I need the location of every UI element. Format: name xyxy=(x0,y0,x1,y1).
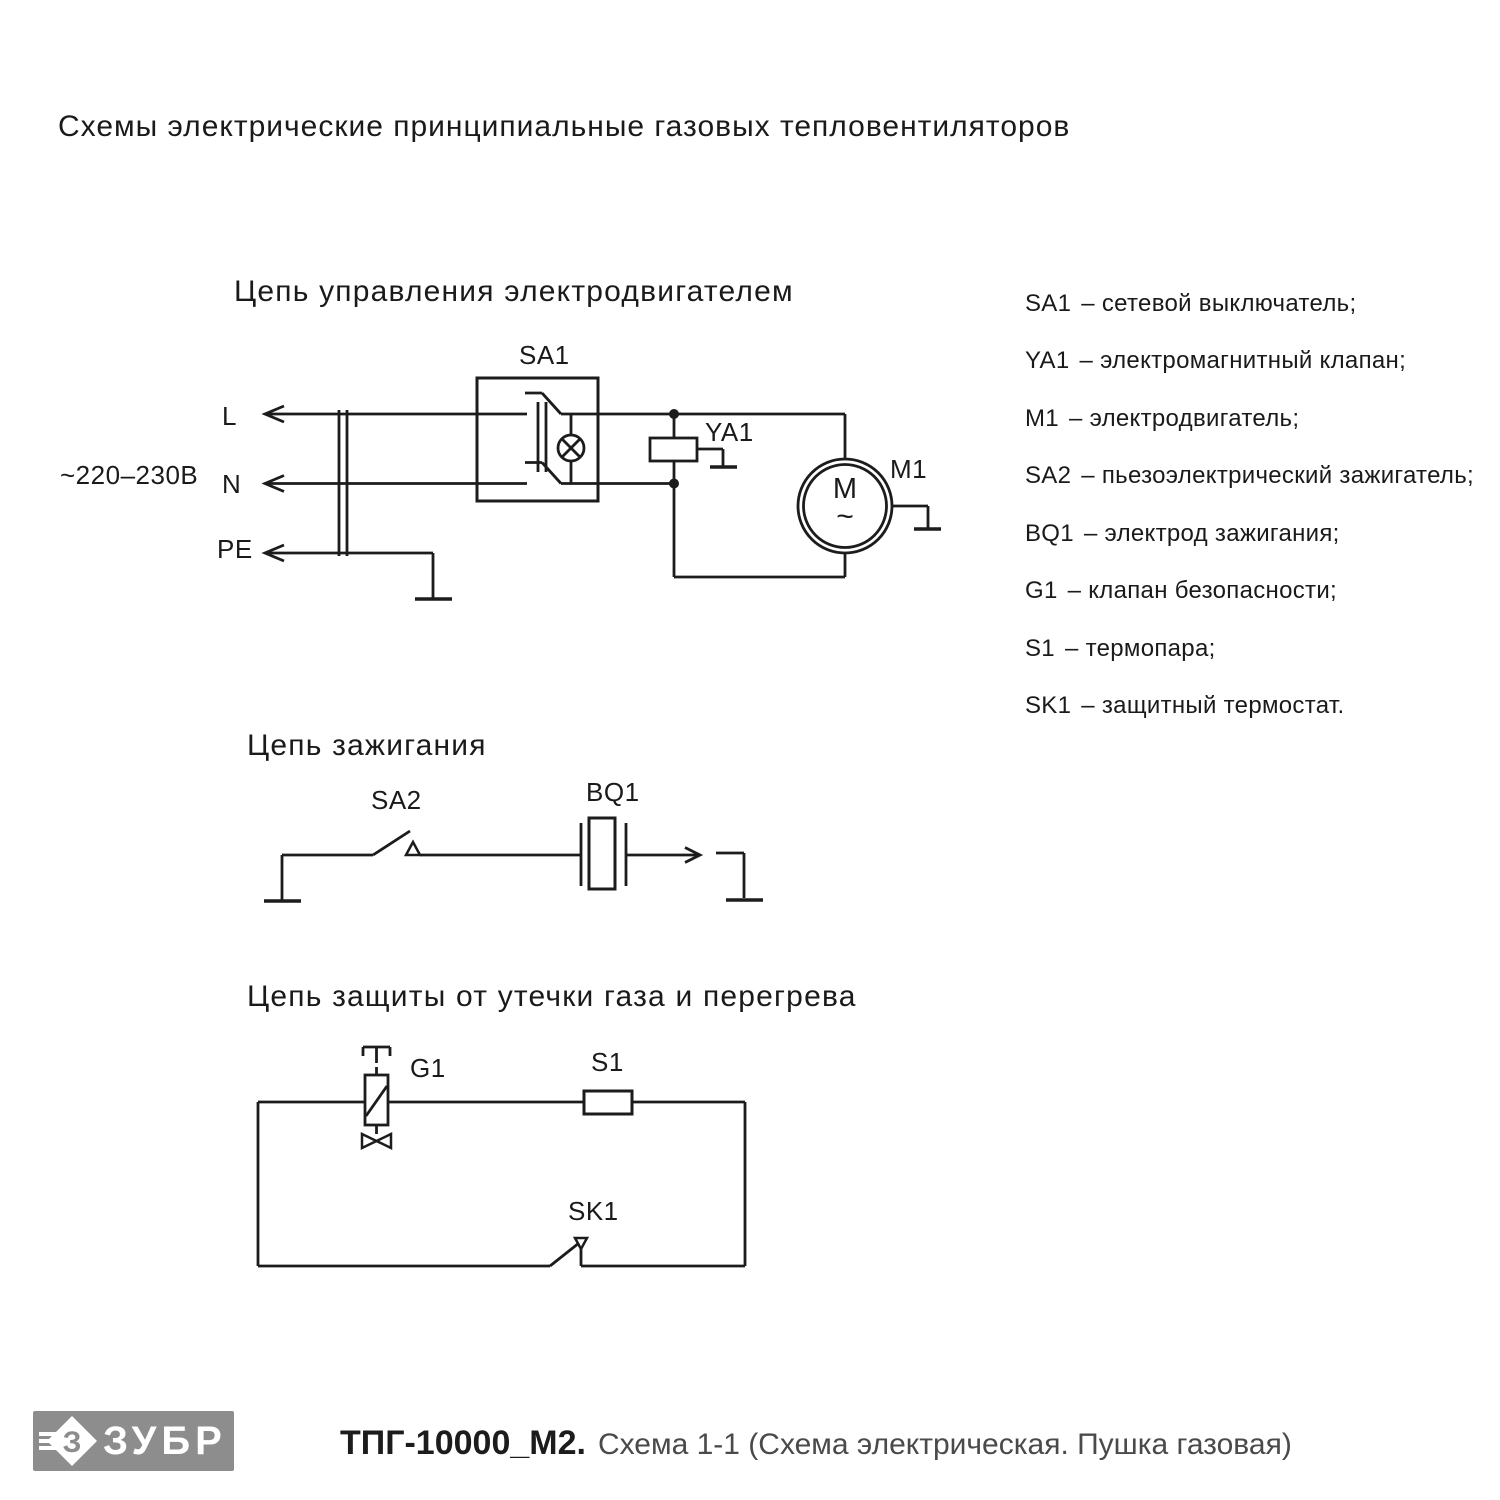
sa2-label: SA2 xyxy=(371,785,422,815)
s1-label: S1 xyxy=(591,1047,624,1077)
svg-text:З: З xyxy=(62,1426,82,1459)
spark-arrow-icon xyxy=(626,848,700,863)
supply-voltage-label: ~220–230В xyxy=(60,460,199,490)
legend xyxy=(1025,275,1474,735)
bq1-label: BQ1 xyxy=(586,777,640,807)
legend-item-s1: S1 – термопара; xyxy=(1025,634,1216,662)
ya1-label: YA1 xyxy=(705,417,754,447)
s1-thermocouple-symbol xyxy=(584,1091,632,1114)
sk1-thermostat-symbol xyxy=(550,1238,587,1266)
legend-item-m1: M1 – электродвигатель; xyxy=(1025,404,1300,432)
legend-item-sk1: SK1 – защитный термостат. xyxy=(1025,692,1345,720)
junction-dot xyxy=(669,409,679,419)
legend-item-g1: G1 – клапан безопасности; xyxy=(1025,577,1338,605)
motor-ground-icon xyxy=(892,506,941,529)
line-pe-label: PE xyxy=(217,534,253,564)
page-title: Схемы электрические принципиальные газовых тепловентиляторов xyxy=(58,110,1071,143)
protection-circuit-heading: Цепь защиты от утечки газа и перегрева xyxy=(247,980,857,1013)
sa1-label: SA1 xyxy=(519,340,570,370)
ignition-left-ground-icon xyxy=(264,855,301,901)
g1-label: G1 xyxy=(410,1053,446,1083)
circuit1-wires xyxy=(561,414,845,577)
line-n-label: N xyxy=(222,469,242,499)
protection-loop xyxy=(258,1102,745,1266)
motor-m-letter: M xyxy=(832,473,858,505)
ya1-ground-icon xyxy=(697,449,737,467)
sk1-label: SK1 xyxy=(568,1196,619,1226)
legend-item-sa1: SA1 – сетевой выключатель; xyxy=(1025,289,1357,317)
sa2-switch-symbol xyxy=(282,831,581,855)
legend-item-bq1: BQ1 – электрод зажигания; xyxy=(1025,519,1340,547)
junction-dot xyxy=(669,479,679,489)
m1-label: M1 xyxy=(890,454,928,484)
pe-ground-icon xyxy=(415,553,452,599)
legend-item-ya1: YA1 – электромагнитный клапан; xyxy=(1025,347,1407,375)
indicator-lamp-icon xyxy=(558,414,584,484)
brand-logo xyxy=(33,1411,234,1471)
scheme-description: Схема 1-1 (Схема электрическая. Пушка газовая) xyxy=(597,1428,1292,1461)
footer-caption xyxy=(340,1424,1292,1463)
logo-wordmark: ЗУБР xyxy=(103,1418,227,1463)
bq1-piezo-symbol xyxy=(581,818,626,889)
ignition-circuit-heading: Цепь зажигания xyxy=(247,729,487,762)
line-l-label: L xyxy=(222,401,237,431)
ya1-coil-symbol xyxy=(650,414,697,484)
g1-safety-valve-symbol xyxy=(362,1047,391,1148)
motor-ac-sign: ~ xyxy=(836,500,854,533)
supply-lines xyxy=(265,406,527,561)
electrode-ground-icon xyxy=(716,853,763,900)
legend-item-sa2: SA2 – пьезоэлектрический зажигатель; xyxy=(1025,462,1475,490)
model-number: ТПГ-10000_М2. xyxy=(340,1424,586,1462)
zubr-diamond-arrow-icon xyxy=(39,1413,101,1469)
motor-circuit-heading: Цепь управления электродвигателем xyxy=(234,275,794,308)
